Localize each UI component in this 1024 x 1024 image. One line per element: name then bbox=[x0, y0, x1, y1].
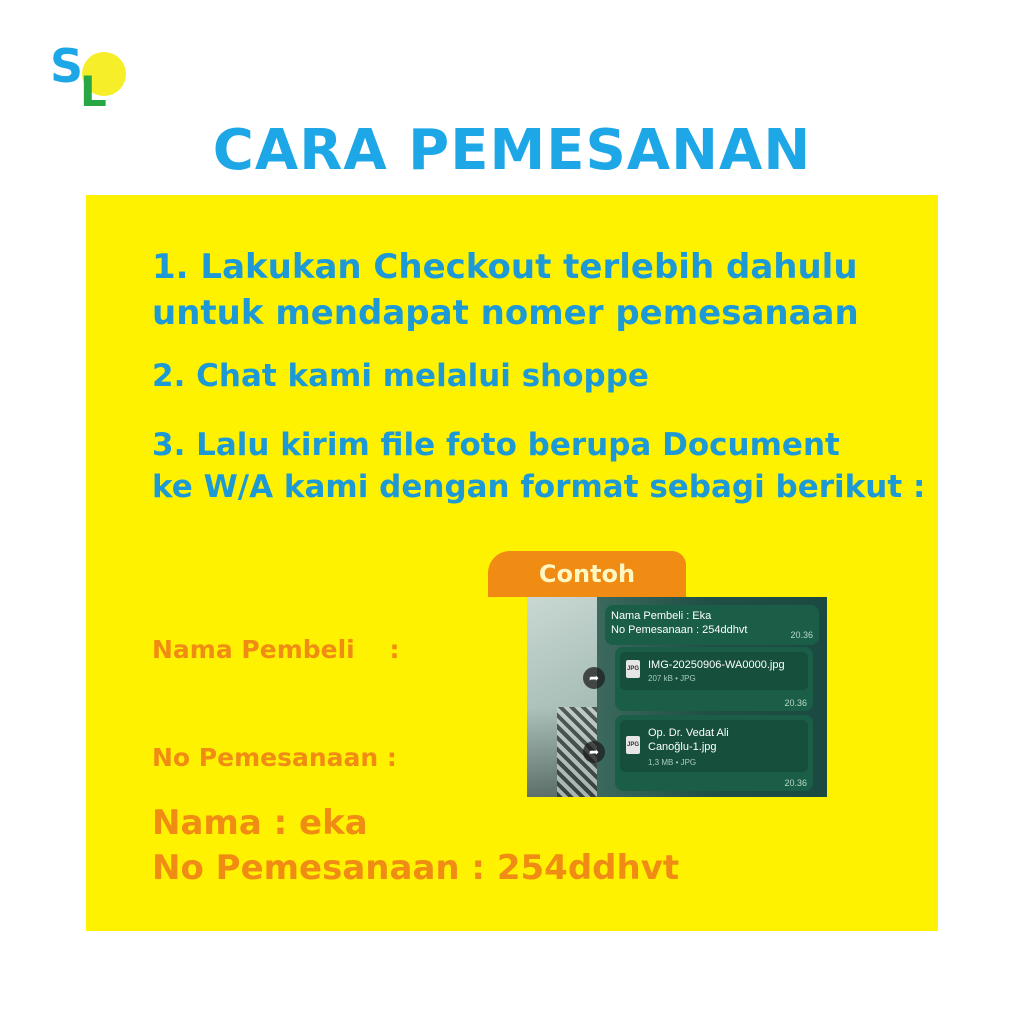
step-3-line-1: 3. Lalu kirim file foto berupa Document bbox=[152, 427, 840, 463]
file-name-line-2: Canoğlu-1.jpg bbox=[648, 741, 717, 753]
file-time: 20.36 bbox=[784, 778, 807, 788]
file-attachment bbox=[620, 720, 808, 772]
message-time: 20.36 bbox=[790, 630, 813, 640]
jpg-file-icon: JPG bbox=[626, 736, 640, 754]
format-template bbox=[152, 560, 400, 812]
example-chat-screenshot bbox=[527, 597, 827, 797]
page-title: CARA PEMESANAN bbox=[212, 118, 812, 183]
step-1-line-1: 1. Lakukan Checkout terlebih dahulu bbox=[152, 247, 858, 287]
result-order-number: No Pemesanaan : 254ddhvt bbox=[152, 848, 680, 888]
file-name bbox=[648, 726, 729, 754]
text-message-bubble bbox=[605, 605, 819, 645]
step-2: 2. Chat kami melalui shoppe bbox=[152, 358, 649, 394]
format-line-name: Nama Pembeli : bbox=[152, 635, 400, 664]
step-3-line-2: ke W/A kami dengan format sebagi berikut : bbox=[152, 469, 926, 505]
logo-letter-s: S bbox=[50, 39, 84, 93]
file-name-line-1: Op. Dr. Vedat Ali bbox=[648, 727, 729, 739]
file-message-bubble bbox=[615, 647, 813, 711]
file-meta: 1,3 MB • JPG bbox=[648, 758, 697, 767]
file-attachment bbox=[620, 652, 808, 690]
step-3 bbox=[152, 424, 925, 508]
file-time: 20.36 bbox=[784, 698, 807, 708]
logo-letter-l: L bbox=[80, 67, 107, 110]
file-meta: 207 kB • JPG bbox=[648, 674, 696, 683]
brand-logo bbox=[48, 38, 128, 110]
forward-icon: ➦ bbox=[583, 741, 605, 763]
step-1-line-2: untuk mendapat nomer pemesanaan bbox=[152, 293, 859, 333]
format-line-order: No Pemesanaan : bbox=[152, 743, 397, 772]
step-1 bbox=[152, 244, 859, 336]
file-message-bubble bbox=[615, 715, 813, 791]
example-tab: Contoh bbox=[488, 551, 686, 597]
forward-icon: ➦ bbox=[583, 667, 605, 689]
file-name: IMG-20250906-WA0000.jpg bbox=[648, 659, 785, 671]
message-line-order: No Pemesanaan : 254ddhvt bbox=[611, 624, 748, 636]
message-line-name: Nama Pembeli : Eka bbox=[611, 610, 712, 622]
jpg-file-icon: JPG bbox=[626, 660, 640, 678]
result-name: Nama : eka bbox=[152, 803, 368, 843]
